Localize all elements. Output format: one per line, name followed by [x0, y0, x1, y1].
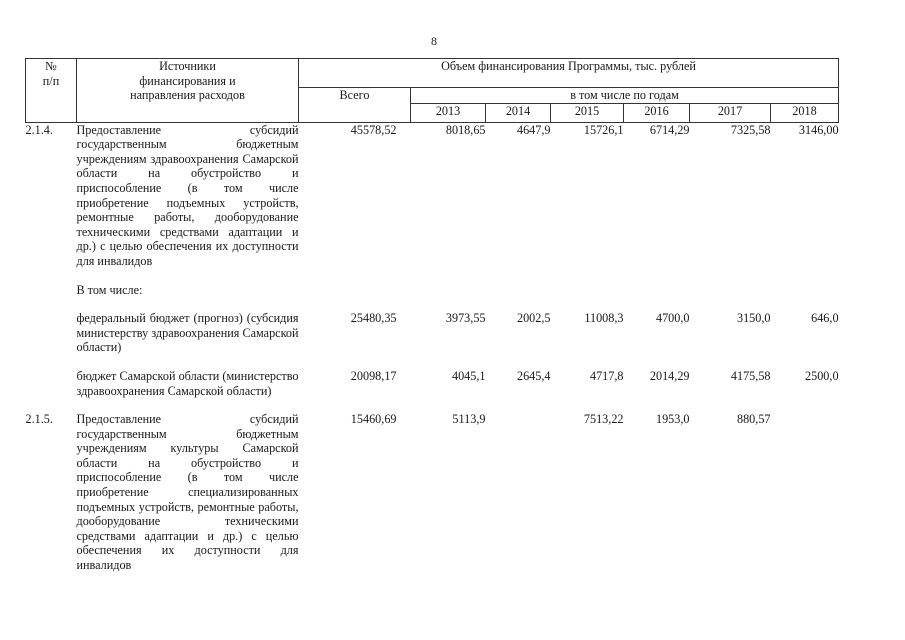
row-value-2015: 7513,22 — [583, 412, 624, 427]
row-value-2016: 4700,0 — [655, 311, 690, 326]
row-value-2017: 4175,58 — [730, 368, 771, 383]
row-value-2013: 8018,65 — [445, 122, 486, 137]
row-value-2014 — [486, 412, 551, 573]
row-total: 20098,17 — [350, 368, 397, 383]
row-description: Предоставление субсидий государственным бюджетным учреждениям культуры Самарской области на обустройство и приспособление (в том числе приобретение специализированных подъемных устройств, ремонтные работы, дооборудование техническими средствами адаптации и др.) с целью обеспечения их доступности для инвалидов — [76, 412, 299, 573]
header-year-2017: 2017 — [690, 103, 771, 122]
row-total: 45578,52 — [350, 122, 397, 137]
header-number — [26, 59, 77, 123]
row-value-2018: 2500,0 — [805, 368, 839, 383]
table-row — [26, 412, 839, 573]
row-number: 2.1.4. — [25, 122, 53, 137]
row-value-2016: 1953,0 — [655, 412, 690, 427]
table-row — [26, 283, 839, 298]
row-value-2016: 6714,29 — [649, 122, 690, 137]
header-years-group: в том числе по годам — [411, 88, 839, 104]
header-sources — [77, 59, 299, 123]
row-value-2018: 646,0 — [811, 311, 839, 326]
header-volume: Объем финансирования Программы, тыс. рублей — [299, 59, 839, 88]
page-number: 8 — [431, 34, 437, 48]
table-row — [26, 369, 839, 398]
row-value-2013: 3973,55 — [445, 311, 486, 326]
header-year-2015: 2015 — [551, 103, 624, 122]
row-label-including: В том числе: — [76, 282, 143, 297]
row-value-2018: 3146,00 — [798, 122, 839, 137]
row-value-2015: 15726,1 — [583, 122, 624, 137]
financing-table — [25, 58, 839, 573]
row-value-2013: 4045,1 — [451, 368, 486, 383]
row-value-2018 — [771, 412, 839, 573]
header-year-2013: 2013 — [411, 103, 486, 122]
header-sources-line2: финансирования и — [139, 73, 236, 88]
row-value-2013: 5113,9 — [452, 412, 486, 427]
row-total: 25480,35 — [350, 311, 397, 326]
row-value-2017: 7325,58 — [730, 122, 771, 137]
header-sources-line1: Источники — [159, 59, 216, 73]
header-number-line2: п/п — [42, 73, 60, 88]
row-value-2015: 11008,3 — [584, 311, 624, 326]
row-value-2017: 3150,0 — [736, 311, 771, 326]
header-number-line1: № — [45, 59, 57, 73]
row-value-2014: 2002,5 — [516, 311, 551, 326]
row-value-2014: 2645,4 — [516, 368, 551, 383]
row-total: 15460,69 — [350, 412, 397, 427]
header-sources-line3: направления расходов — [130, 88, 245, 103]
header-year-2016: 2016 — [624, 103, 690, 122]
row-value-2017: 880,57 — [736, 412, 771, 427]
header-year-2014: 2014 — [486, 103, 551, 122]
header-total: Всего — [299, 88, 411, 123]
row-value-2014: 4647,9 — [516, 122, 551, 137]
header-year-2018: 2018 — [771, 103, 839, 122]
row-value-2015: 4717,8 — [589, 368, 624, 383]
row-value-2016: 2014,29 — [649, 368, 690, 383]
row-number: 2.1.5. — [25, 412, 53, 427]
table-row — [26, 122, 839, 268]
table-row — [26, 311, 839, 355]
row-description: федеральный бюджет (прогноз) (субсидия министерству здравоохранения Самарской области) — [76, 311, 299, 355]
row-description: бюджет Самарской области (министерство здравоохранения Самарской области) — [76, 368, 299, 398]
row-description: Предоставление субсидий государственным бюджетным учреждениям здравоохранения Самарской области на обустройство и приспособление (в том числе приобретение подъемных устройств, ремонтные работы, дооборудование техническими средствами адаптации и др.) с целью обеспечения их доступности для инвалидов — [76, 122, 299, 268]
